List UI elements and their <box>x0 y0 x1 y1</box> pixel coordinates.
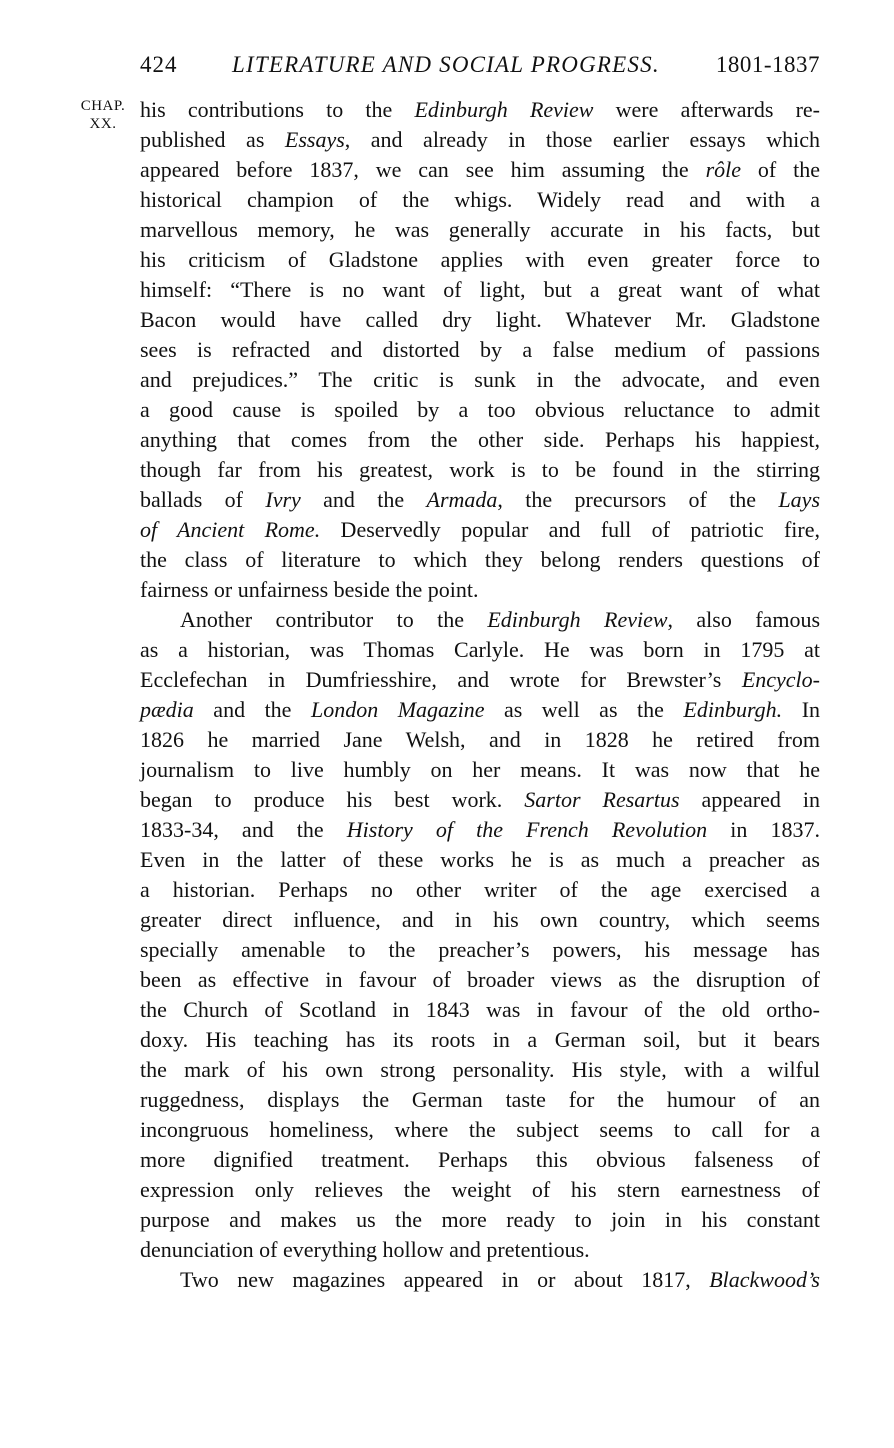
text-line <box>140 1265 820 1295</box>
text-line <box>140 485 820 515</box>
text-segment: , and already in those earlier essays which <box>344 127 820 152</box>
text-segment: ruggedness, displays the German taste for the humour of an <box>140 1087 820 1112</box>
text-line <box>140 1025 820 1055</box>
text-segment: a good cause is spoiled by a too obvious reluctance to admit <box>140 397 820 422</box>
text-segment: anything that comes from the other side. Perhaps his happiest, <box>140 427 820 452</box>
italic-text: Encyclo- <box>741 667 820 692</box>
text-segment: as well as the <box>484 697 684 722</box>
chapter-marker <box>68 97 138 133</box>
text-line <box>140 815 820 845</box>
text-line <box>140 635 820 665</box>
text-line <box>140 425 820 455</box>
italic-text: Lays <box>778 487 820 512</box>
chapter-label: CHAP. <box>80 98 126 114</box>
text-line <box>140 515 820 545</box>
text-line <box>140 95 820 125</box>
text-segment: the class of literature to which they belong renders questions of <box>140 547 820 572</box>
text-segment: began to produce his best work. <box>140 787 525 812</box>
text-segment: fairness or unfairness beside the point. <box>140 577 479 602</box>
italic-text: Blackwood’s <box>709 1267 820 1292</box>
text-line <box>140 965 820 995</box>
text-segment: In <box>782 697 821 722</box>
text-segment: were afterwards re- <box>593 97 820 122</box>
text-segment: Even in the latter of these works he is as much a preacher as <box>140 847 820 872</box>
text-segment: Bacon would have called dry light. Whatever Mr. Gladstone <box>140 307 820 332</box>
text-line <box>140 395 820 425</box>
text-segment: and the <box>193 697 311 722</box>
text-line <box>140 1145 820 1175</box>
text-line <box>140 785 820 815</box>
text-segment: and prejudices.” The critic is sunk in the advocate, and even <box>140 367 820 392</box>
text-line <box>140 935 820 965</box>
text-line <box>140 725 820 755</box>
text-line <box>140 305 820 335</box>
text-segment: specially amenable to the preacher’s powers, his message has <box>140 937 820 962</box>
text-line <box>140 1055 820 1085</box>
italic-text: of Ancient Rome. <box>140 517 321 542</box>
text-segment: though far from his greatest, work is to be found in the stirring <box>140 457 820 482</box>
text-line <box>140 545 820 575</box>
text-line <box>140 155 820 185</box>
text-line <box>140 665 820 695</box>
italic-text: Sartor Resartus <box>524 787 680 812</box>
text-segment: Two new magazines appeared in or about 1817, <box>180 1267 710 1292</box>
text-segment: more dignified treatment. Perhaps this obvious falseness of <box>140 1147 820 1172</box>
italic-text: Ivry <box>265 487 301 512</box>
text-segment: ballads of <box>140 487 266 512</box>
text-segment: appeared in <box>679 787 820 812</box>
text-segment: Ecclefechan in Dumfriesshire, and wrote for Brewster’s <box>140 667 742 692</box>
text-segment: purpose and makes us the more ready to join in his constant <box>140 1207 820 1232</box>
text-segment: as a historian, was Thomas Carlyle. He was born in 1795 at <box>140 637 820 662</box>
text-line <box>140 755 820 785</box>
running-header <box>140 50 820 80</box>
text-line <box>140 845 820 875</box>
text-line <box>140 1115 820 1145</box>
text-segment: greater direct influence, and in his own country, which seems <box>140 907 820 932</box>
italic-text: pædia <box>140 697 194 722</box>
text-segment: in 1837. <box>707 817 820 842</box>
text-segment: a historian. Perhaps no other writer of the age exercised a <box>140 877 820 902</box>
text-line <box>140 695 820 725</box>
text-line <box>140 455 820 485</box>
running-title: LITERATURE AND SOCIAL PROGRESS. <box>232 52 660 77</box>
text-line <box>140 1175 820 1205</box>
text-line <box>140 1235 820 1265</box>
text-line <box>140 365 820 395</box>
text-segment: himself: “There is no want of light, but a great want of what <box>140 277 820 302</box>
italic-text: Essays <box>284 127 345 152</box>
text-segment: and the <box>300 487 427 512</box>
text-segment: appeared before 1837, we can see him assuming the <box>140 157 706 182</box>
text-segment: expression only relieves the weight of his stern earnestness of <box>140 1177 820 1202</box>
text-segment: incongruous homeliness, where the subject seems to call for a <box>140 1117 820 1142</box>
text-segment: Deservedly popular and full of patriotic fire, <box>320 517 820 542</box>
text-line <box>140 1205 820 1235</box>
text-segment: journalism to live humbly on her means. It was now that he <box>140 757 820 782</box>
text-line <box>140 275 820 305</box>
text-line <box>140 335 820 365</box>
text-line <box>140 575 820 605</box>
text-segment: marvellous memory, he was generally accurate in his facts, but <box>140 217 820 242</box>
text-segment: , the precursors of the <box>497 487 779 512</box>
text-line <box>140 905 820 935</box>
text-segment: the mark of his own strong personality. His style, with a wilful <box>140 1057 820 1082</box>
page-number: 424 <box>140 52 178 77</box>
text-segment: denunciation of everything hollow and pretentious. <box>140 1237 590 1262</box>
text-line <box>140 245 820 275</box>
text-segment: the Church of Scotland in 1843 was in favour of the old ortho- <box>140 997 820 1022</box>
text-segment: his criticism of Gladstone applies with even greater force to <box>140 247 820 272</box>
text-segment: , also famous <box>667 607 820 632</box>
text-segment: historical champion of the whigs. Widely read and with a <box>140 187 820 212</box>
text-segment: of the <box>741 157 820 182</box>
text-line <box>140 185 820 215</box>
text-line <box>140 215 820 245</box>
text-segment: Another contributor to the <box>180 607 488 632</box>
text-segment: doxy. His teaching has its roots in a German soil, but it bears <box>140 1027 820 1052</box>
italic-text: rôle <box>705 157 742 182</box>
italic-text: Edinburgh Review <box>487 607 668 632</box>
italic-text: Edinburgh. <box>683 697 783 722</box>
italic-text: Edinburgh Review <box>414 97 594 122</box>
text-line <box>140 1085 820 1115</box>
text-segment: 1833-34, and the <box>140 817 347 842</box>
italic-text: History of the French Revolution <box>346 817 708 842</box>
text-segment: published as <box>140 127 285 152</box>
chapter-number: XX. <box>89 116 117 132</box>
italic-text: London Magazine <box>310 697 485 722</box>
text-segment: sees is refracted and distorted by a false medium of passions <box>140 337 820 362</box>
text-line <box>140 125 820 155</box>
text-segment: been as effective in favour of broader views as the disruption of <box>140 967 820 992</box>
italic-text: Armada <box>426 487 498 512</box>
text-line <box>140 605 820 635</box>
text-line <box>140 875 820 905</box>
text-segment: his contributions to the <box>140 97 415 122</box>
text-segment: 1826 he married Jane Welsh, and in 1828 he retired from <box>140 727 820 752</box>
body-text <box>140 95 820 1295</box>
year-range: 1801-1837 <box>715 52 820 77</box>
text-line <box>140 995 820 1025</box>
